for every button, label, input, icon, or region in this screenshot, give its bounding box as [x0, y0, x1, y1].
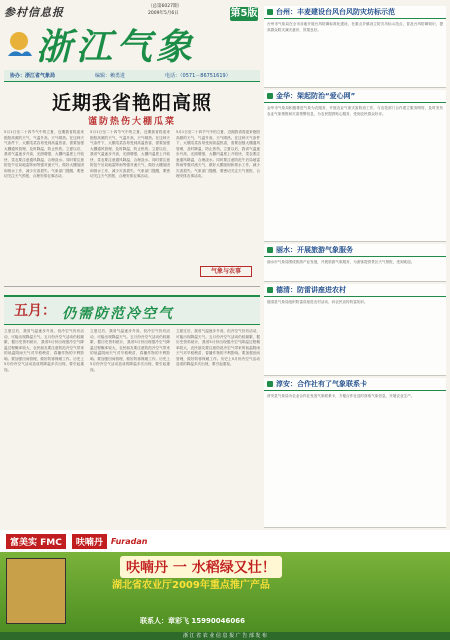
ad-product-photo [6, 558, 66, 624]
sidebar-title: 淳安：合作社有了气象联系卡 [276, 380, 367, 388]
sidebar-head [264, 90, 446, 103]
masthead-subline [4, 70, 260, 81]
section-marker-icon [267, 9, 273, 15]
sidebar-section-taizhou [264, 6, 446, 88]
lead-body-col1: 5月1日至二十四节气中的立夏，近期我省将迎来艳阳高照的天气，气温升高，天气晴热。在这种天气条件下，大棚瓜菜容易受到高温热害，需要加强大棚通风管理，及时降温，防止热伤。立夏以后，我省气温逐步升高，光照增强，大棚内温度上升较快，菜农要注意通风降温，合理浇水。同时要注意防范午后局地雷阵雨等强对流天气，做好大棚加固和排水工作，减少灾害损失。气象部门提醒，要密切关注天气预报，合理安排农事活动。 [4, 130, 84, 178]
sidebar-section-deqing [264, 284, 446, 376]
may-body-col3: 立夏过后，我省气温逐步升高，但冷空气仍有活动，可能出现降温天气。五月份冷空气活动仍较频繁，据历史资料统计，我省5月份出现强冷空气降温过程概率较大，农民朋友要注意防范冷空气带来的低温阴雨天气对早稻秧苗、春播作物的不利影响。要加强田间管理，做好防寒保暖工作。历史上5月份冷空气活动造成的降温多次出现，要引起重视。 [176, 329, 260, 366]
fmc-logo [6, 534, 66, 549]
ad-contact: 联系人：章彩飞 15990046066 [140, 617, 246, 625]
sidebar-head [264, 378, 446, 391]
sidebar-body: 台州市气象局在全市各地开展台风防御标准化建设，在重点乡镇设立防灾坊标示范点，普及台风防御知识，提高群众防灾减灾意识，效果良好。 [267, 22, 443, 32]
issue-number: （总第6027期） [148, 4, 182, 9]
sidebar-section-jinhua [264, 90, 446, 242]
page-number-badge: 第5版 [230, 8, 258, 19]
may-title-band [4, 295, 260, 325]
sidebar-title: 德清：防雷讲座进农村 [276, 286, 346, 294]
issue-info [148, 3, 182, 17]
may-article [4, 286, 260, 526]
section-marker-icon [267, 93, 273, 99]
section-marker-icon [267, 247, 273, 253]
lead-body-col3: 5月1日至二十四节气中的立夏，近期我省将迎来艳阳高照的天气，气温升高，天气晴热。在这种天气条件下，大棚瓜菜容易受到高温热害，需要加强大棚通风管理，及时降温，防止热伤。立夏以后，我省气温逐步升高，光照增强，大棚内温度上升较快，菜农要注意通风降温，合理浇水。同时要注意防范午后局地雷阵雨等强对流天气，做好大棚加固和排水工作，减少灾害损失。气象部门提醒，要密切关注天气预报，合理安排农事活动。 [176, 130, 260, 178]
ad-product-en: Furadan [110, 536, 148, 546]
ad-top-band [0, 530, 450, 552]
masthead-title: 浙江气象 [36, 26, 197, 68]
newspaper-brand: 参村信息报 [4, 6, 64, 19]
masthead [4, 24, 260, 82]
sidebar-body: 金华市气象局积极推进气象为农服务，开展农业气象灾害防治工作，与农技部门合作建立服务网络，及时发布农业气象预报和灾害预警信息，为农民提供贴心服务，受到农民群众好评。 [267, 106, 443, 116]
sidebar-title: 台州：丰麦建设台风台风防灾坊标示范 [276, 8, 395, 16]
sidebar-title: 丽水：开展旅游气象服务 [276, 246, 353, 254]
ad-subheadline: 湖北省农业厅2009年重点推广产品 [112, 580, 270, 591]
ad-headline: 呋喃丹 一 水稻绿又壮！ [120, 556, 282, 578]
sidebar-body: 德清县气象局组织防雷讲座进农村活动，向农民宣传防雷知识。 [267, 300, 368, 304]
product-logo [72, 534, 148, 549]
ad-brand-en: FMC [40, 537, 62, 548]
ad-main-panel [0, 552, 450, 632]
ad-brand-cn: 富美实 [10, 537, 38, 548]
may-label: 五月： [14, 303, 56, 319]
issue-date: 2009年5月6日 [148, 11, 179, 16]
sidebar-body: 丽水市气象局围绕旅游产业发展，开展旅游气象服务，为游客提供景区天气预报，受到欢迎。 [267, 260, 415, 264]
lead-article [4, 86, 260, 282]
may-body-col2: 立夏过后，我省气温逐步升高，但冷空气仍有活动，可能出现降温天气。五月份冷空气活动仍较频繁，据历史资料统计，我省5月份出现强冷空气降温过程概率较大，农民朋友要注意防范冷空气带来的低温阴雨天气对早稻秧苗、春播作物的不利影响。要加强田间管理，做好防寒保暖工作。历史上5月份冷空气活动造成的降温多次出现，要引起重视。 [90, 329, 170, 372]
lead-tag: 气象与农事 [200, 266, 252, 277]
sidebar-section-lishui [264, 244, 446, 282]
ad-product-cn: 呋喃丹 [72, 534, 107, 549]
section-marker-icon [267, 287, 273, 293]
phone: 电话：（0571－86751619） [165, 73, 231, 79]
section-marker-icon [267, 381, 273, 387]
sidebar-head [264, 284, 446, 297]
sidebar-body: 淳安县气象局为农业合作社发放气象联系卡，方便合作社及时获取气象信息，开展农业生产。 [267, 394, 415, 398]
lead-headline: 近期我省艳阳高照 [51, 92, 212, 114]
sidebar-head [264, 6, 446, 19]
editor: 编辑：赖勇进 [95, 73, 126, 79]
may-title: 仍需防范冷空气 [62, 306, 174, 322]
advertisement [0, 530, 450, 640]
host-org: 协办：浙江省气象局 [10, 73, 56, 79]
ad-footer: 浙 江 省 农 业 信 息 报 广 告 部 发 布 [0, 632, 450, 640]
sidebar-head [264, 244, 446, 257]
sidebar-title: 金华：架起防治“爱心网” [276, 92, 356, 100]
lead-subhead: 谨防热伤大棚瓜菜 [87, 117, 176, 127]
lead-body-col2: 5月1日至二十四节气中的立夏，近期我省将迎来艳阳高照的天气，气温升高，天气晴热。在这种天气条件下，大棚瓜菜容易受到高温热害，需要加强大棚通风管理，及时降温，防止热伤。立夏以后，我省气温逐步升高，光照增强，大棚内温度上升较快，菜农要注意通风降温，合理浇水。同时要注意防范午后局地雷阵雨等强对流天气，做好大棚加固和排水工作，减少灾害损失。气象部门提醒，要密切关注天气预报，合理安排农事活动。 [90, 130, 170, 178]
weather-logo-icon [4, 26, 34, 66]
sidebar-section-chunan [264, 378, 446, 528]
may-body-col1: 立夏过后，我省气温逐步升高，但冷空气仍有活动，可能出现降温天气。五月份冷空气活动仍较频繁，据历史资料统计，我省5月份出现强冷空气降温过程概率较大，农民朋友要注意防范冷空气带来的低温阴雨天气对早稻秧苗、春播作物的不利影响。要加强田间管理，做好防寒保暖工作。历史上5月份冷空气活动造成的降温多次出现，要引起重视。 [4, 329, 84, 372]
